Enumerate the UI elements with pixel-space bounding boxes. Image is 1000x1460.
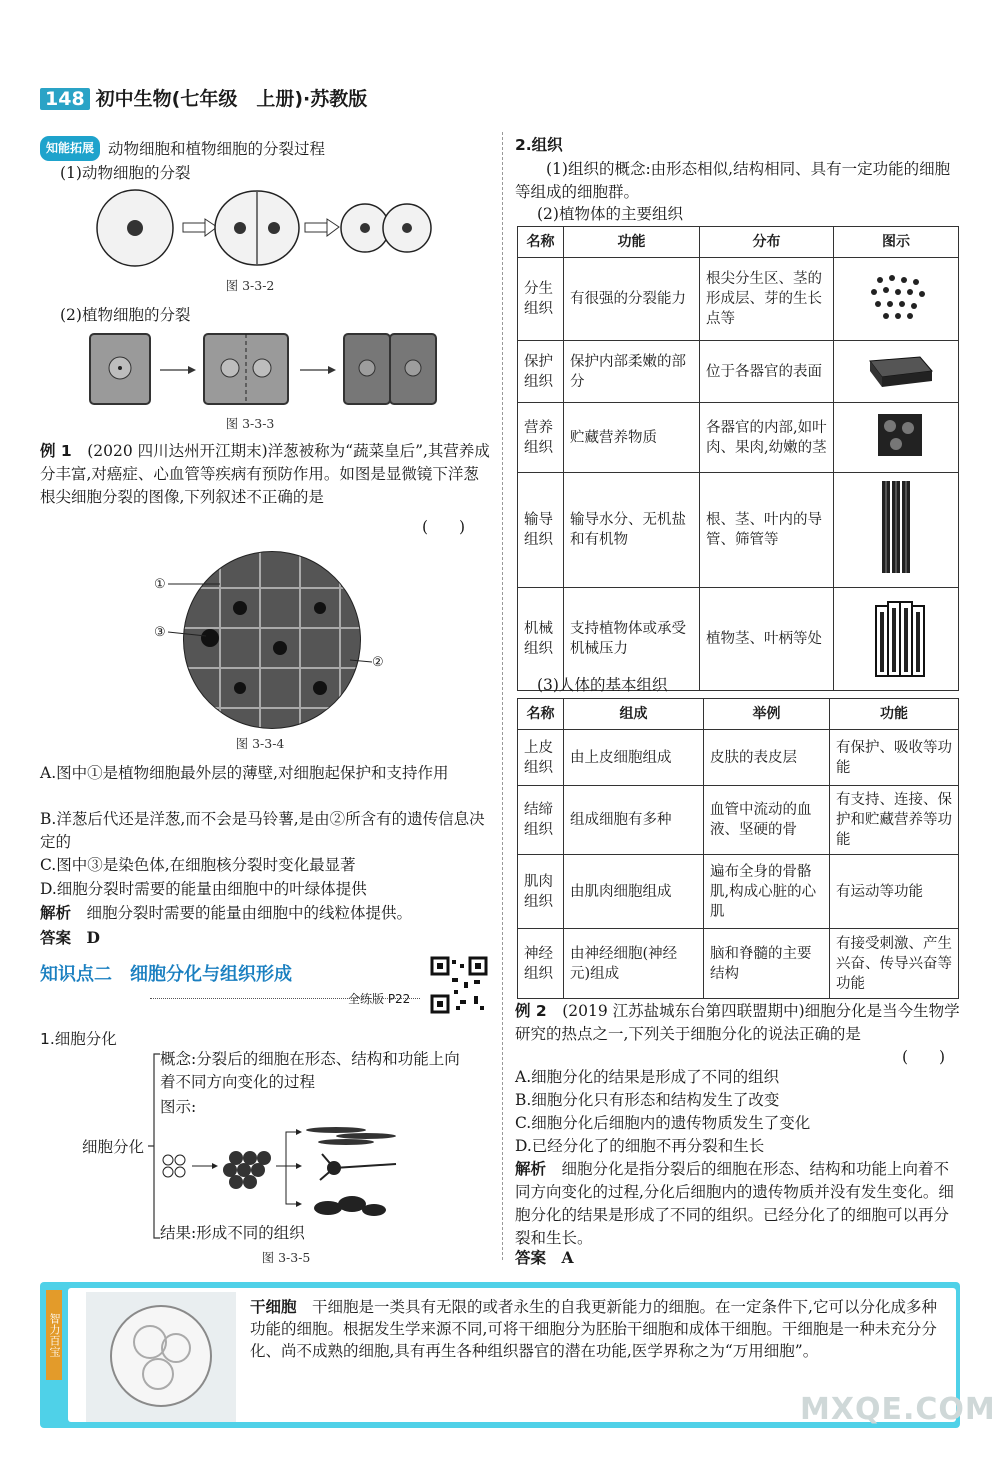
tissue-example: 遍布全身的骨骼肌,构成心脏的心肌 <box>704 855 830 929</box>
tissue-distribution: 根尖分生区、茎的形成层、芽的生长点等 <box>700 258 834 341</box>
table-row <box>518 730 959 786</box>
tissue-function: 有运动等功能 <box>830 855 959 929</box>
answer-label: 答案 <box>40 929 72 947</box>
qr-code[interactable] <box>430 956 488 1014</box>
tissue-name: 营养组织 <box>518 403 564 473</box>
header-cell: 功能 <box>564 227 700 258</box>
option-b: B.洋葱后代还是洋葱,而不会是马铃薯,是由②所含有的遗传信息决定的 <box>40 810 485 851</box>
tissue-image <box>834 341 959 403</box>
extension-heading <box>40 136 490 161</box>
tissue-example: 脑和脊髓的主要结构 <box>704 929 830 999</box>
tissue-image <box>834 588 959 691</box>
analysis-label: 解析 <box>40 904 72 922</box>
plant-cell-2 <box>204 334 288 404</box>
plant-table-title: (2)植物体的主要组织 <box>537 205 683 223</box>
table-header-row <box>518 227 959 258</box>
header-cell: 名称 <box>518 227 564 258</box>
tissue-definition: (1)组织的概念:由形态相似,结构相同、具有一定功能的细胞等组成的细胞群。 <box>515 160 951 201</box>
page-header <box>40 84 367 111</box>
stem-cell-image <box>86 1292 236 1422</box>
option-b: B.细胞分化只有形态和结构发生了改变 <box>515 1091 780 1109</box>
tissue-name: 肌肉组织 <box>518 855 564 929</box>
human-tissue-table <box>517 698 959 999</box>
table-row <box>518 403 959 473</box>
marker-2: ② <box>372 655 384 670</box>
figure-caption: 图 3-3-5 <box>261 1250 311 1265</box>
analysis-text: 细胞分裂时需要的能量由细胞中的线粒体提供。 <box>86 904 413 922</box>
analysis <box>40 902 490 925</box>
example-2-stem <box>515 1000 960 1046</box>
answer-paren: ( ) <box>422 518 466 536</box>
tissue-function: 有支持、连接、保护和贮藏营养等功能 <box>830 786 959 855</box>
table-header-row <box>518 699 959 730</box>
header-cell: 分布 <box>700 227 834 258</box>
diff-title: 1.细胞分化 <box>40 1030 117 1048</box>
tissue-example: 皮肤的表皮层 <box>704 730 830 786</box>
example-text: (2020 四川达州开江期末)洋葱被称为“蔬菜皇后”,其营养成分丰富,对癌症、心血管等疾病有预防作用。如图是显微镜下洋葱根尖细胞分裂的图像,下列叙述不正确的是 <box>40 442 490 506</box>
tissue-name: 上皮组织 <box>518 730 564 786</box>
example-1-stem <box>40 440 490 509</box>
example-label: 例 2 <box>515 1002 547 1020</box>
table-row <box>518 855 959 929</box>
tissue-function: 贮藏营养物质 <box>564 403 700 473</box>
tissue-image <box>834 403 959 473</box>
meristem-image <box>840 266 950 326</box>
option-c: C.细胞分化后细胞内的遗传物质发生了变化 <box>515 1114 811 1132</box>
mechanical-tissue-image <box>840 592 950 680</box>
conducting-tissue-image <box>840 477 950 577</box>
footer-side-label: 智力百宝 <box>46 1290 62 1380</box>
book-title: 初中生物(七年级 上册)·苏教版 <box>95 88 368 110</box>
tissue-distribution: 根、茎、叶内的导管、筛管等 <box>700 473 834 588</box>
answer-paren: ( ) <box>902 1048 946 1066</box>
tissue-name: 神经组织 <box>518 929 564 999</box>
animal-division-title: (1)动物细胞的分裂 <box>60 164 191 182</box>
extension-tag: 知能拓展 <box>40 136 100 161</box>
tissue-function: 保护内部柔嫩的部分 <box>564 341 700 403</box>
tissue-function: 输导水分、无机盐和有机物 <box>564 473 700 588</box>
diff-concept: 概念:分裂后的细胞在形态、结构和功能上向着不同方向变化的过程 <box>160 1050 460 1091</box>
tissue-distribution: 各器官的内部,如叶肉、果肉,幼嫩的茎 <box>700 403 834 473</box>
microscope-figure <box>150 548 390 732</box>
marker-3: ③ <box>154 625 166 640</box>
tissue-example: 血管中流动的血液、坚硬的骨 <box>704 786 830 855</box>
diff-figure-label: 图示: <box>160 1098 197 1116</box>
table-row <box>518 258 959 341</box>
answer <box>40 926 100 950</box>
plant-cell-division-figure <box>88 330 448 410</box>
analysis <box>515 1158 960 1250</box>
animal-cell-2 <box>215 191 299 265</box>
option-a: A.细胞分化的结果是形成了不同的组织 <box>515 1068 780 1086</box>
diff-figure <box>156 1124 416 1222</box>
answer-label: 答案 <box>515 1249 547 1267</box>
figure-caption: 图 3-3-2 <box>225 278 275 293</box>
table-row <box>518 786 959 855</box>
marker-1: ① <box>154 577 166 592</box>
tissue-distribution: 位于各器官的表面 <box>700 341 834 403</box>
tissue-distribution: 植物茎、叶柄等处 <box>700 588 834 691</box>
knowledge-point-title: 知识点二 细胞分化与组织形成 <box>40 964 292 985</box>
tissue-image <box>834 258 959 341</box>
animal-cell-1 <box>97 190 173 266</box>
option-d: D.已经分化了的细胞不再分裂和生长 <box>515 1137 765 1155</box>
page-number: 148 <box>40 88 90 110</box>
tissue-name: 结缔组织 <box>518 786 564 855</box>
tissue-name: 机械组织 <box>518 588 564 691</box>
option-a: A.图中①是植物细胞最外层的薄壁,对细胞起保护和支持作用 <box>40 764 449 782</box>
diff-result: 结果:形成不同的组织 <box>160 1224 305 1242</box>
tissue-image <box>834 473 959 588</box>
practice-ref: 全练版 P22 <box>348 992 411 1006</box>
figure-caption: 图 3-3-4 <box>235 736 285 751</box>
plant-tissue-table <box>517 226 959 691</box>
table-row <box>518 341 959 403</box>
plant-cell-1 <box>90 334 150 404</box>
tissue-function: 有接受刺激、产生兴奋、传导兴奋等功能 <box>830 929 959 999</box>
protective-tissue-image <box>840 349 950 389</box>
plant-division-title: (2)植物细胞的分裂 <box>60 306 191 324</box>
table-row <box>518 473 959 588</box>
table-row <box>518 929 959 999</box>
answer-value: A <box>561 1248 574 1267</box>
answer-value: D <box>86 928 100 947</box>
footer-text <box>250 1296 950 1362</box>
human-table-title: (3)人体的基本组织 <box>537 676 668 694</box>
figure-caption: 图 3-3-3 <box>225 416 275 431</box>
nutritive-tissue-image <box>840 410 950 460</box>
tissue-composition: 组成细胞有多种 <box>564 786 704 855</box>
header-cell: 名称 <box>518 699 564 730</box>
analysis-text: 细胞分化是指分裂后的细胞在形态、结构和功能上向着不同方向变化的过程,分化后细胞内的遗传物质并没有发生变化。细胞分化的结果是形成了不同的组织。已经分化了的细胞可以再分裂和生长。 <box>515 1160 954 1247</box>
header-cell: 图示 <box>834 227 959 258</box>
diff-root: 细胞分化 <box>82 1138 145 1156</box>
watermark: MXQE.COM <box>800 1392 996 1427</box>
arrow-1 <box>183 219 217 236</box>
animal-cell-division-figure <box>95 186 435 272</box>
example-label: 例 1 <box>40 442 72 460</box>
answer <box>515 1246 574 1270</box>
arrow-2 <box>305 219 339 236</box>
plant-cell-3 <box>344 334 436 404</box>
header-cell: 举例 <box>704 699 830 730</box>
animal-cell-3 <box>341 204 431 252</box>
header-cell: 功能 <box>830 699 959 730</box>
example-text: (2019 江苏盐城东台第四联盟期中)细胞分化是当今生物学研究的热点之一,下列关于细胞分化的说法正确的是 <box>515 1002 960 1043</box>
extension-title: 动物细胞和植物细胞的分裂过程 <box>108 140 326 158</box>
tissue-name: 输导组织 <box>518 473 564 588</box>
option-d: D.细胞分裂时需要的能量由细胞中的叶绿体提供 <box>40 880 367 898</box>
tissue-function: 有很强的分裂能力 <box>564 258 700 341</box>
column-separator <box>502 132 503 1260</box>
footer-term: 干细胞 <box>250 1298 297 1316</box>
tissue-function: 有保护、吸收等功能 <box>830 730 959 786</box>
tissue-composition: 由神经细胞(神经元)组成 <box>564 929 704 999</box>
option-c: C.图中③是染色体,在细胞核分裂时变化最显著 <box>40 856 356 874</box>
tissue-composition: 由肌肉细胞组成 <box>564 855 704 929</box>
tissue-function: 支持植物体或承受机械压力 <box>564 588 700 691</box>
analysis-label: 解析 <box>515 1160 547 1178</box>
tissue-composition: 由上皮细胞组成 <box>564 730 704 786</box>
tissue-name: 保护组织 <box>518 341 564 403</box>
section-title: 2.组织 <box>515 136 563 154</box>
tissue-name: 分生组织 <box>518 258 564 341</box>
header-cell: 组成 <box>564 699 704 730</box>
footer-body: 干细胞是一类具有无限的或者永生的自我更新能力的细胞。在一定条件下,它可以分化成多种功能的细胞。根据发生学来源不同,可将干细胞分为胚胎干细胞和成体干细胞。干细胞是一种未充分分化、尚不成熟的细胞,具有再生各种组织器官的潜在功能,医学界称之为“万用细胞”。 <box>250 1298 937 1360</box>
